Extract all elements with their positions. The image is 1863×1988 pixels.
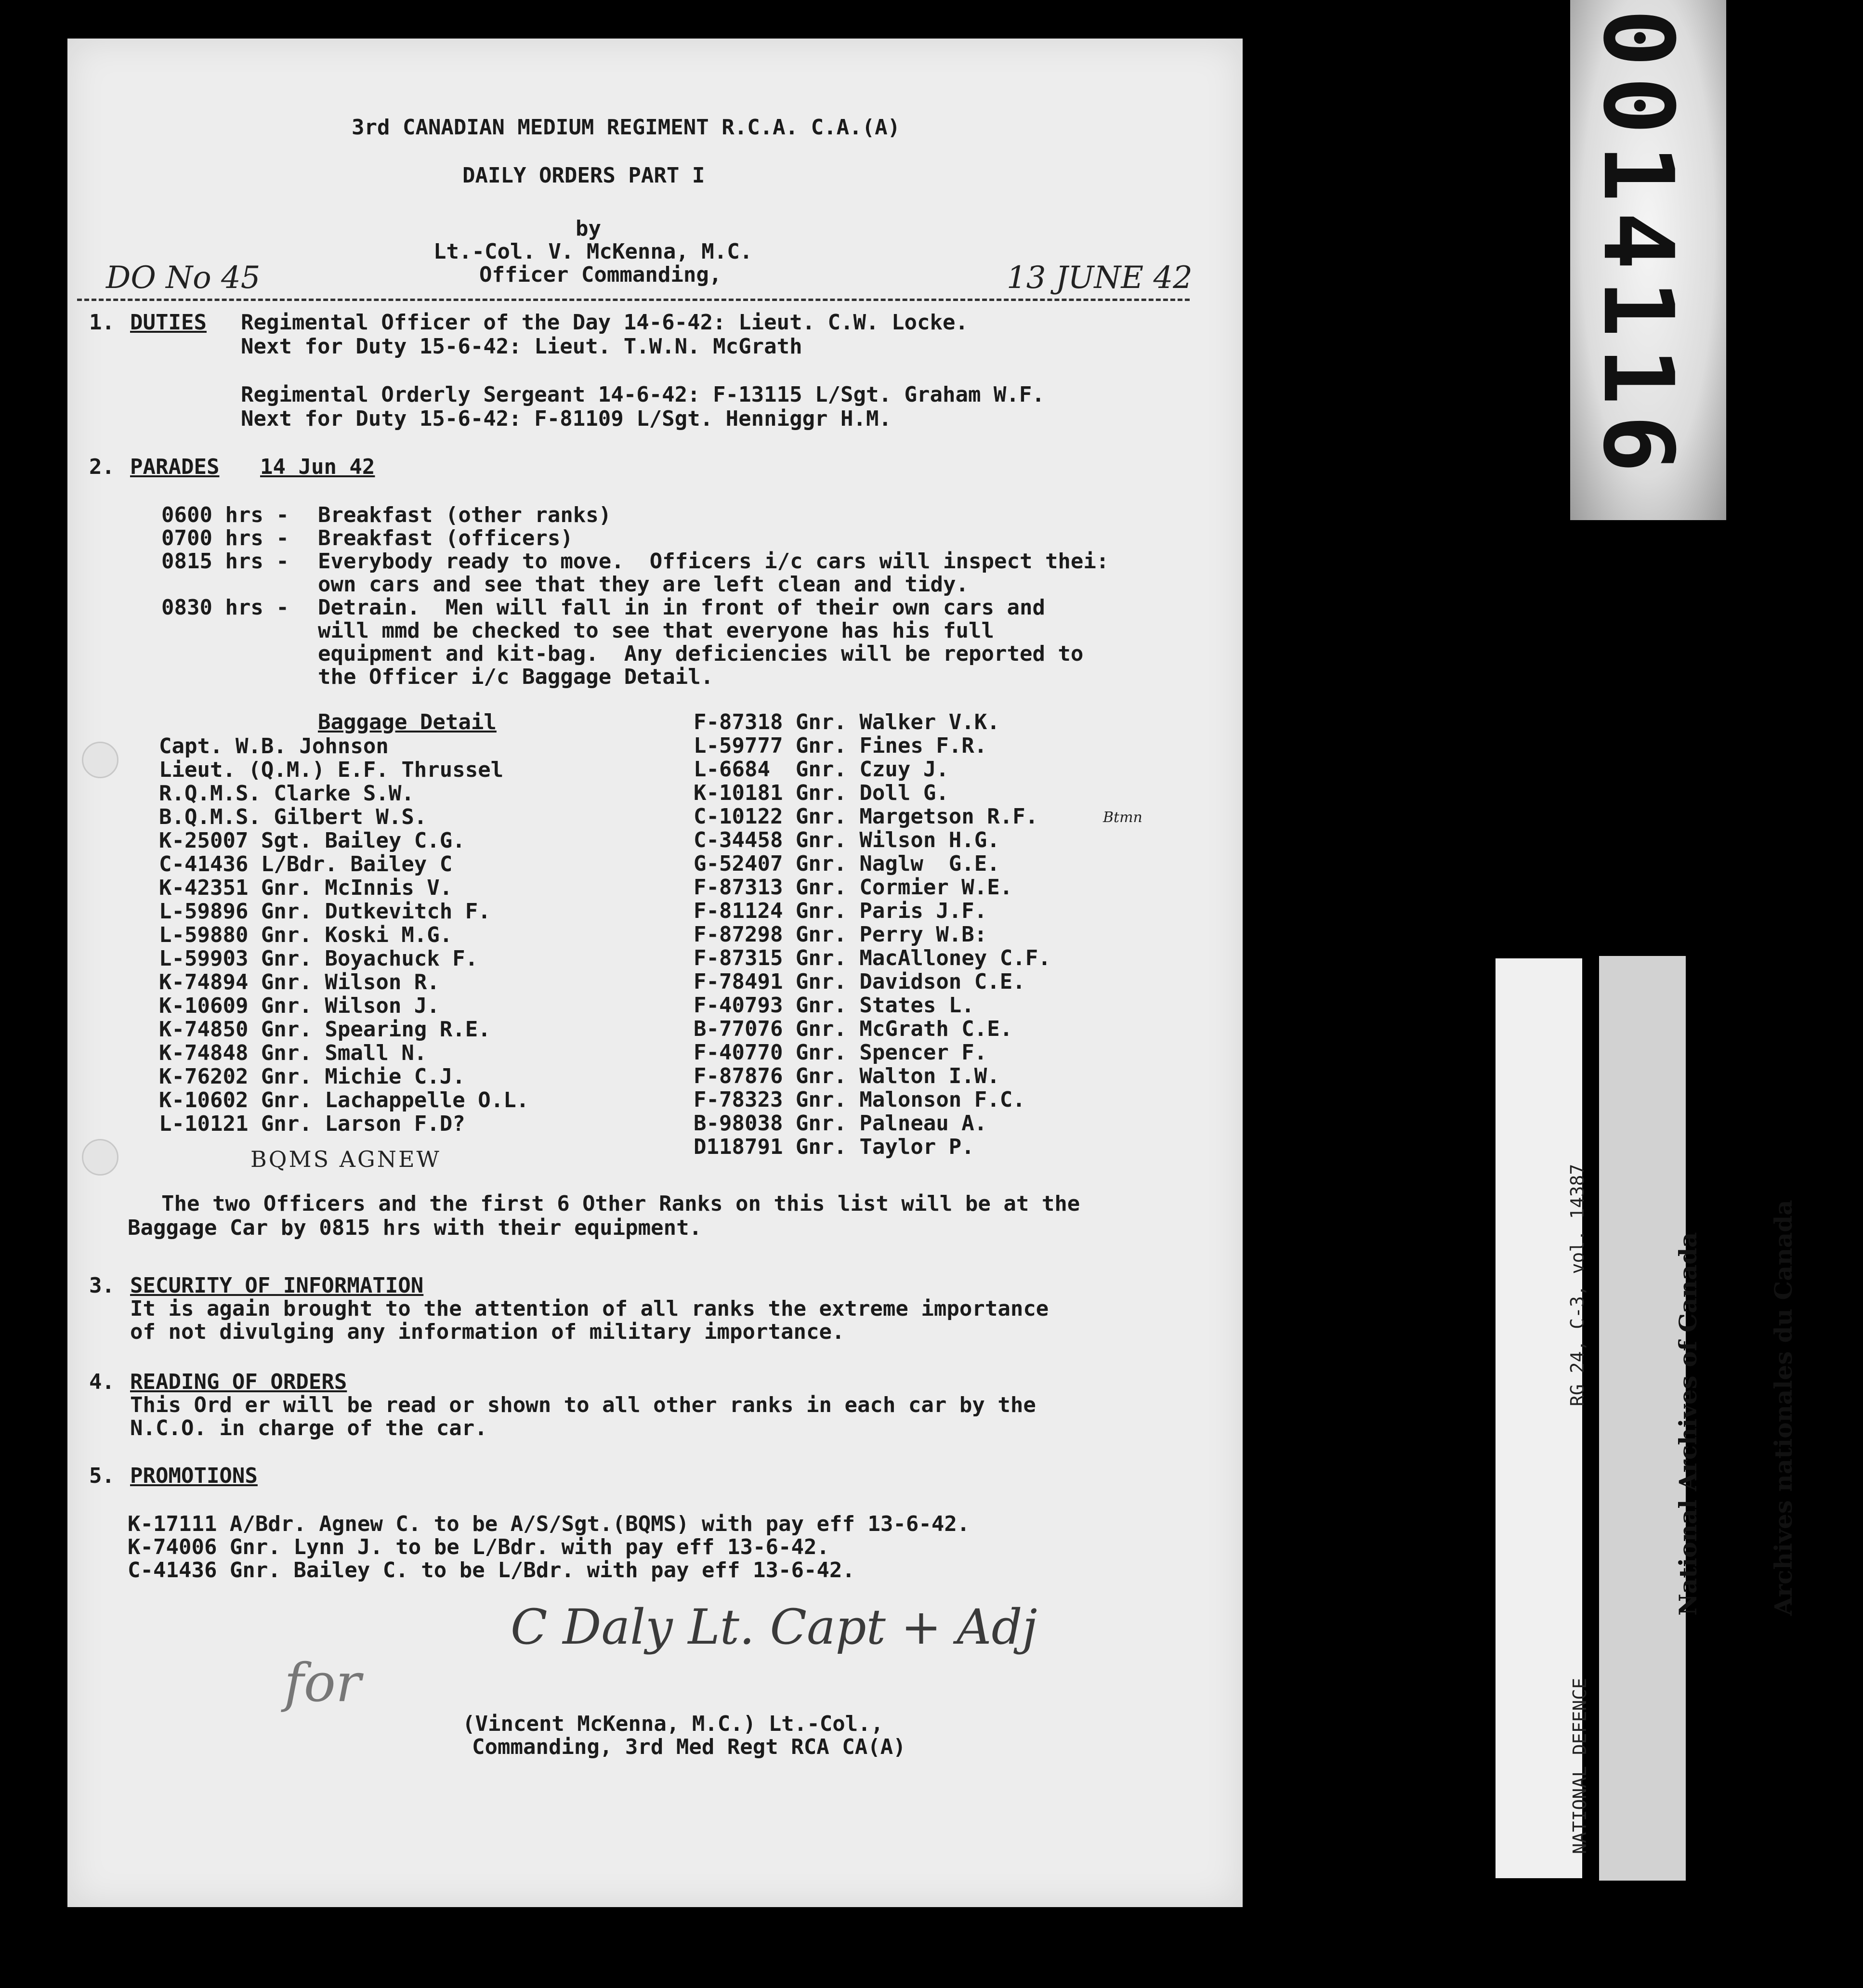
baggage-list-item: F-87318 Gnr. Walker V.K. [694,710,1000,734]
duties-line: Next for Duty 15-6-42: Lieut. T.W.N. McGrath [241,334,802,359]
parades-date: 14 Jun 42 [260,455,375,479]
punch-hole [82,742,118,778]
section-number: 1. [89,310,115,335]
archive-reference-label [1496,958,1590,1878]
baggage-list-item: L-59777 Gnr. Fines F.R. [694,733,987,758]
baggage-list-item: K-74848 Gnr. Small N. [159,1041,427,1065]
baggage-list-item: K-74850 Gnr. Spearing R.E. [159,1017,491,1042]
section-heading-duties: DUTIES [130,310,207,335]
schedule-text: Breakfast (other ranks) [318,503,612,527]
security-text: of not divulging any information of military importance. [130,1320,845,1344]
frame-number: 0014116 [1582,9,1694,483]
schedule-text: Detrain. Men will fall in in front of their own cars and [318,595,1045,620]
baggage-list-item: F-81124 Gnr. Paris J.F. [694,899,987,923]
department-line: NATIONAL DEFENCE [1569,1677,1590,1854]
baggage-list-item: F-40770 Gnr. Spencer F. [694,1040,987,1065]
baggage-list-item: Lieut. (Q.M.) E.F. Thrussel [159,758,504,782]
baggage-list-item: L-59896 Gnr. Dutkevitch F. [159,899,491,924]
section-number: 3. [89,1273,115,1298]
baggage-list-item: K-74894 Gnr. Wilson R. [159,970,440,994]
section-heading-promotions: PROMOTIONS [130,1464,258,1488]
reading-text: This Ord er will be read or shown to all other ranks in each car by the [130,1393,1036,1417]
section-number: 4. [89,1370,115,1394]
baggage-list-item: F-78323 Gnr. Malonson F.C. [694,1087,1025,1112]
baggage-list-item: K-10609 Gnr. Wilson J. [159,994,440,1018]
schedule-text: the Officer i/c Baggage Detail. [318,665,714,689]
schedule-text: equipment and kit-bag. Any deficiencies will be reported to [318,641,1084,666]
baggage-list-item: C-34458 Gnr. Wilson H.G. [694,828,1000,852]
baggage-list-item: K-76202 Gnr. Michie C.J. [159,1064,465,1089]
schedule-time: 0600 hrs - [161,503,289,527]
section-number: 2. [89,455,115,479]
commander-role: Officer Commanding, [479,262,722,287]
baggage-list-item: C-10122 Gnr. Margetson R.F. [694,804,1038,829]
baggage-list-item: R.Q.M.S. Clarke S.W. [159,781,414,806]
promotion-item: K-17111 A/Bdr. Agnew C. to be A/S/Sgt.(BQMS) with pay eff 13-6-42. [128,1512,970,1536]
baggage-list-item: D118791 Gnr. Taylor P. [694,1135,974,1159]
schedule-time: 0830 hrs - [161,595,289,620]
schedule-time: 0815 hrs - [161,549,289,574]
handwritten-for: for [284,1652,361,1713]
baggage-list-item: L-59880 Gnr. Koski M.G. [159,923,453,947]
schedule-text: own cars and see that they are left clean and tidy. [318,572,969,597]
baggage-list-item: B-98038 Gnr. Palneau A. [694,1111,987,1136]
section-heading-security: SECURITY OF INFORMATION [130,1273,424,1298]
duties-line: Regimental Orderly Sergeant 14-6-42: F-13115 L/Sgt. Graham W.F. [241,382,1045,407]
page-title: DAILY ORDERS PART I [462,163,705,188]
signature-title: Commanding, 3rd Med Regt RCA CA(A) [472,1735,906,1759]
baggage-list-item: F-78491 Gnr. Davidson C.E. [694,969,1025,994]
baggage-list-item: L-6684 Gnr. Czuy J. [694,757,949,782]
baggage-list-item: K-10602 Gnr. Lachappelle O.L. [159,1088,529,1112]
baggage-list-item: F-87876 Gnr. Walton I.W. [694,1064,1000,1088]
punch-hole [82,1139,118,1176]
handwritten-signature: C Daly Lt. Capt + Adj [511,1599,1037,1655]
baggage-list-item: F-87315 Gnr. MacAlloney C.F. [694,946,1051,970]
reading-text: N.C.O. in charge of the car. [130,1416,487,1440]
handwritten-addition: BQMS AGNEW [250,1146,441,1172]
frame-number-strip [1570,0,1726,520]
header-divider [77,299,1190,301]
archive-name-label [1599,956,1797,1881]
baggage-list-item: F-87298 Gnr. Perry W.B: [694,922,987,947]
baggage-list-item: K-42351 Gnr. McInnis V. [159,876,453,900]
baggage-heading: Baggage Detail [318,710,497,734]
promotion-item: C-41436 Gnr. Bailey C. to be L/Bdr. with pay eff 13-6-42. [128,1558,855,1583]
baggage-list-item: K-25007 Sgt. Bailey C.G. [159,828,465,853]
duties-line: Regimental Officer of the Day 14-6-42: Lieut. C.W. Locke. [241,310,968,335]
order-date: 13 JUNE 42 [1007,260,1193,296]
section-number: 5. [89,1464,115,1488]
baggage-list-item: K-10181 Gnr. Doll G. [694,781,949,805]
section-heading-parades: PARADES [130,455,220,479]
baggage-list-item: B.Q.M.S. Gilbert W.S. [159,805,427,829]
security-text: It is again brought to the attention of all ranks the extreme importance [130,1296,1049,1321]
section-heading-reading: READING OF ORDERS [130,1370,347,1394]
baggage-list-item: L-59903 Gnr. Boyachuck F. [159,946,478,971]
baggage-list-item: B-77076 Gnr. McGrath C.E. [694,1017,1013,1041]
schedule-text: Everybody ready to move. Officers i/c cars will inspect thei: [318,549,1109,574]
baggage-list-item: L-10121 Gnr. Larson F.D? [159,1112,465,1136]
handwritten-note: Btmn [1103,809,1142,826]
promotion-item: K-74006 Gnr. Lynn J. to be L/Bdr. with pay eff 13-6-42. [128,1535,829,1559]
baggage-list-item: F-40793 Gnr. States L. [694,993,974,1018]
signature-name: (Vincent McKenna, M.C.) Lt.-Col., [462,1712,884,1736]
closing-line: Baggage Car by 0815 hrs with their equipment. [128,1216,702,1240]
schedule-time: 0700 hrs - [161,526,289,550]
schedule-text: will mmd be checked to see that everyone has his full [318,618,994,643]
schedule-text: Breakfast (officers) [318,526,573,550]
unit-title: 3rd CANADIAN MEDIUM REGIMENT R.C.A. C.A.(A) [352,115,901,140]
archive-reference-line: RG 24, C-3, vol. 14387 [1567,1164,1588,1406]
commander-name: Lt.-Col. V. McKenna, M.C. [433,239,753,264]
closing-line: The two Officers and the first 6 Other Ranks on this list will be at the [161,1191,1080,1216]
archive-name-en: National Archives of Canada [1674,1232,1702,1616]
baggage-list-item: Capt. W.B. Johnson [159,734,389,759]
baggage-list-item: F-87313 Gnr. Cormier W.E. [694,875,1013,900]
archive-name [1609,1200,1863,1616]
duties-line: Next for Duty 15-6-42: F-81109 L/Sgt. Henniggr H.M. [241,406,892,431]
document-page [67,39,1243,1907]
baggage-list-item: G-52407 Gnr. Naglw G.E. [694,851,1000,876]
header-by: by [576,216,601,241]
archive-name-fr: Archives nationales du Canada [1769,1200,1797,1616]
do-number: DO No 45 [106,260,261,296]
baggage-list-item: C-41436 L/Bdr. Bailey C [159,852,453,876]
